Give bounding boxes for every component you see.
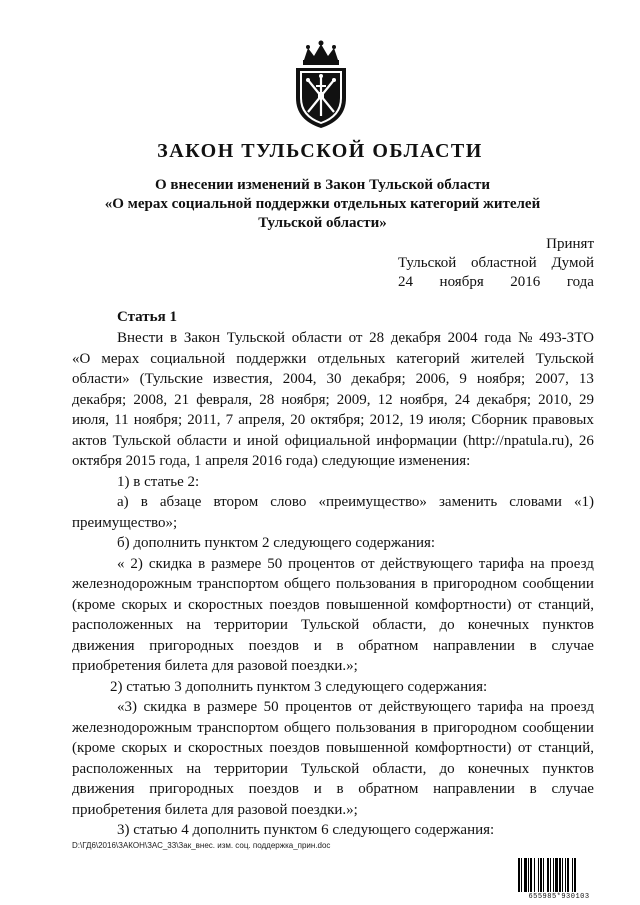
body-word: 2007, — [535, 371, 569, 387]
body-line — [72, 718, 594, 739]
body-line — [72, 554, 594, 575]
body-word: пользования — [335, 719, 416, 736]
body-word: движения — [72, 637, 135, 654]
body-word: территории — [214, 617, 288, 633]
body-line — [72, 615, 594, 636]
body-word: поездов — [269, 596, 320, 613]
body-line — [72, 636, 594, 657]
body-word: железнодорожным — [72, 576, 192, 592]
body-word: «О — [72, 350, 91, 367]
body-word: действующего — [380, 555, 473, 572]
body-line: приобретения билета для разовой поездки.»; — [72, 801, 358, 818]
body-word: железнодорожным — [72, 719, 192, 736]
body-line — [72, 759, 594, 780]
body-line — [72, 410, 594, 431]
body-word: и — [232, 432, 241, 449]
body-word: Сборник — [471, 412, 528, 428]
body-word: и — [173, 740, 182, 756]
barcode-bar — [528, 858, 529, 892]
barcode-bar — [543, 858, 544, 892]
body-word: общего — [284, 576, 331, 592]
body-word: словами — [509, 494, 562, 510]
body-word: 2) — [130, 555, 143, 572]
body-word: тарифа — [477, 699, 523, 715]
body-word: « — [117, 555, 125, 572]
body-line — [72, 697, 594, 718]
body-word: Тульской — [300, 617, 360, 633]
body-word: поддержки — [236, 350, 307, 367]
body-word: размере — [206, 699, 258, 715]
body-word: действующего — [378, 699, 472, 715]
adoption-word: областной — [471, 255, 537, 271]
body-word: года — [484, 330, 512, 346]
body-word: «преимущество» — [318, 494, 427, 510]
body-word: области, — [372, 617, 427, 633]
adoption-word: ноября — [439, 274, 484, 290]
body-word: и — [173, 596, 182, 613]
body-word: Тульской — [300, 760, 360, 777]
body-line — [72, 390, 594, 411]
barcode-icon — [518, 858, 600, 898]
barcode-bar — [572, 858, 573, 892]
body-word: категорий — [396, 350, 460, 367]
barcode-bar — [530, 858, 532, 892]
body-word: комфортности) — [415, 740, 512, 756]
body-word: актов — [72, 432, 107, 449]
body-word: расположенных — [72, 617, 174, 633]
body-word: скоростных — [188, 596, 263, 613]
body-word: февраля, — [196, 391, 253, 408]
law-title: ЗАКОН ТУЛЬСКОЙ ОБЛАСТИ — [157, 140, 483, 162]
body-word: декабря — [390, 330, 441, 346]
body-word: до — [439, 760, 455, 777]
barcode-bar — [555, 858, 558, 892]
body-word: повышенной — [326, 596, 409, 613]
adoption-word: 2016 — [510, 274, 541, 290]
body-word: от — [517, 596, 532, 613]
body-word: ноября; — [281, 391, 330, 408]
body-word: конечных — [467, 617, 530, 633]
body-word: 9 — [459, 371, 467, 387]
body-word: отдельных — [317, 350, 386, 367]
body-word: 2009, — [336, 391, 371, 408]
barcode-bar — [524, 858, 527, 892]
law-subtitle — [70, 176, 575, 233]
body-word: на — [529, 555, 545, 572]
body-word: 2004, — [282, 371, 317, 387]
body-word: Тульской — [112, 432, 171, 449]
body-word: (http://npatula.ru), — [463, 432, 573, 449]
body-word: случае — [551, 637, 594, 654]
body-line — [72, 492, 594, 513]
body-line — [72, 779, 594, 800]
body-line: 2) статью 3 дополнить пунктом 3 следующего содержания: — [110, 678, 488, 695]
body-word: поездов — [248, 637, 299, 654]
adoption-line: Принят — [546, 236, 594, 252]
body-word: № — [518, 330, 533, 346]
body-word: скидка — [148, 555, 193, 572]
body-word: процентов — [288, 555, 355, 572]
body-word: конечных — [467, 760, 530, 777]
body-word: скорых — [121, 740, 168, 756]
body-word: ноября, — [399, 391, 448, 408]
adoption-date — [398, 273, 594, 292]
body-word: Тульской — [226, 330, 286, 346]
body-word: от — [517, 740, 532, 756]
body-word: станций, — [538, 740, 594, 756]
body-word: 26 — [578, 432, 594, 449]
body-word: территории — [214, 760, 288, 777]
body-word: декабря; — [72, 391, 127, 408]
body-word: 11 — [114, 412, 129, 428]
body-word: пригородном — [433, 719, 518, 736]
body-line: приобретения билета для разовой поездки.»; — [72, 658, 358, 674]
subtitle-line: Тульской области» — [258, 215, 387, 231]
article-heading: Статья 1 — [117, 309, 177, 325]
body-word: (кроме — [72, 740, 116, 756]
barcode-bar — [547, 858, 549, 892]
barcode-bar — [559, 858, 561, 892]
body-word: в — [529, 781, 537, 797]
body-word: Внести — [117, 330, 164, 346]
body-word: поездов — [248, 781, 299, 797]
body-word: в — [170, 330, 178, 346]
body-word: «1) — [573, 494, 594, 510]
body-word: тарифа — [478, 555, 525, 572]
body-word: 28 — [259, 391, 275, 408]
body-word: Тульской — [535, 350, 594, 367]
body-word: 7 — [225, 412, 234, 428]
adoption-block — [398, 235, 594, 292]
body-word: станций, — [538, 596, 594, 613]
body-word: социальной — [150, 350, 226, 367]
body-word: и — [313, 781, 322, 797]
body-line: преимущество»; — [72, 514, 178, 531]
body-word: в — [336, 781, 344, 797]
body-word: области» — [72, 371, 130, 387]
body-word: 50 — [267, 555, 283, 572]
adoption-body — [398, 254, 594, 273]
body-word: от — [358, 699, 373, 715]
body-word: втором — [213, 494, 259, 510]
adoption-word: Тульской — [398, 255, 457, 271]
body-line: 3) статью 4 дополнить пунктом 6 следующего содержания: — [117, 822, 495, 838]
body-word: на — [186, 617, 202, 633]
body-word: случае — [551, 781, 594, 797]
body-word: 2008, — [133, 391, 168, 408]
body-word: пользования — [335, 576, 416, 592]
body-word: 2004 — [447, 330, 478, 346]
body-word: 493-ЗТО — [539, 330, 594, 346]
body-line: б) дополнить пунктом 2 следующего содержания: — [117, 535, 436, 551]
barcode-bar — [518, 858, 520, 892]
body-word: пригородном — [433, 576, 518, 592]
barcode-bar — [567, 858, 569, 892]
barcode-bar — [521, 858, 522, 892]
tula-coat-of-arms-icon — [290, 40, 352, 130]
body-word: на — [186, 760, 202, 777]
body-line — [72, 738, 594, 759]
body-line — [72, 328, 594, 349]
body-word: официальной — [284, 432, 371, 449]
body-line — [72, 349, 594, 370]
body-word: 13 — [578, 371, 594, 387]
body-word: 19 — [408, 412, 424, 428]
barcode-bar — [550, 858, 551, 892]
body-word: на — [529, 699, 545, 715]
body-line: 1) в статье 2: — [117, 473, 200, 490]
body-word: поездов — [269, 740, 320, 756]
body-word: апреля, — [238, 412, 286, 428]
body-word: пригородных — [149, 637, 234, 654]
body-word: абзаце — [159, 494, 202, 510]
body-word: ноября; — [133, 412, 183, 428]
barcode-bar — [538, 858, 539, 892]
barcode-bar — [574, 858, 576, 892]
body-word: 21 — [174, 391, 190, 408]
body-word: 50 — [263, 699, 279, 715]
body-word: области — [291, 330, 342, 346]
body-word: в — [420, 576, 428, 592]
body-word: иной — [246, 432, 279, 449]
body-line — [72, 574, 594, 595]
body-word: жителей — [470, 350, 525, 367]
body-word: до — [439, 617, 455, 633]
body-word: сообщении — [522, 576, 594, 592]
body-word: в — [529, 637, 537, 654]
body-word: области — [176, 432, 228, 449]
barcode-bar — [553, 858, 554, 892]
body-word: и — [313, 637, 322, 654]
body-word: 20 — [290, 412, 306, 428]
body-word: скорых — [121, 596, 168, 613]
body-word: обратном — [358, 637, 419, 654]
body-word: в — [420, 719, 428, 736]
body-word: в — [140, 494, 148, 510]
body-word: в — [193, 699, 201, 715]
body-word: от — [360, 555, 375, 572]
body-word: пригородных — [149, 781, 234, 797]
body-word: проезд — [550, 555, 594, 572]
body-word: области, — [372, 760, 427, 777]
body-word: 28 — [369, 330, 385, 346]
body-word: движения — [72, 781, 135, 797]
body-word: проезд — [550, 699, 594, 715]
body-word: декабря; — [351, 371, 406, 387]
body-word: «3) — [117, 699, 137, 715]
body-word: 2011, — [187, 412, 221, 428]
body-word: расположенных — [72, 760, 174, 777]
body-word: 30 — [326, 371, 342, 387]
body-word: скидка — [143, 699, 187, 715]
body-word: от — [348, 330, 363, 346]
body-word: пунктов — [542, 617, 594, 633]
body-word: (Тульские — [139, 371, 203, 387]
body-word: размере — [211, 555, 262, 572]
body-word: направлении — [433, 781, 515, 797]
body-word: июля; — [428, 412, 467, 428]
body-word: (кроме — [72, 596, 116, 613]
body-word: 2012, — [369, 412, 404, 428]
adoption-word: Думой — [551, 255, 594, 271]
body-word: общего — [284, 719, 331, 736]
body-word: Закон — [183, 330, 221, 346]
file-path: D:\ГД6\2016\ЗАКОН\ЗАС_33\Зак_внес. изм. соц. поддержка_прин.doc — [72, 841, 331, 850]
barcode-bar — [534, 858, 535, 892]
body-word: направлении — [433, 637, 515, 654]
body-word: транспортом — [197, 719, 279, 736]
body-line — [72, 595, 594, 616]
body-line — [72, 431, 594, 452]
body-word: 2006, — [415, 371, 450, 387]
body-word: 12 — [377, 391, 393, 408]
body-word: мерах — [101, 350, 140, 367]
subtitle-line: «О мерах социальной поддержки отдельных категорий жителей — [104, 196, 541, 212]
body-word: октября; — [310, 412, 365, 428]
body-word: 2010, — [538, 391, 572, 408]
adoption-word: 24 — [398, 274, 413, 290]
body-word: в — [336, 637, 344, 654]
barcode-bar — [540, 858, 542, 892]
body-word: декабря; — [476, 391, 532, 408]
body-word: в — [198, 555, 206, 572]
body-word: повышенной — [326, 740, 409, 756]
body-word: комфортности) — [415, 596, 512, 613]
body-word: обратном — [358, 781, 419, 797]
body-word: известия, — [212, 371, 273, 387]
body-line: октября 2015 года, 1 апреля 2016 года) следующие изменения: — [72, 453, 471, 469]
adoption-word: года — [566, 274, 594, 290]
barcode-number: 655985*930103 — [528, 893, 590, 901]
article-body — [72, 328, 594, 841]
body-word: июля, — [72, 412, 109, 428]
body-word: скоростных — [188, 740, 263, 756]
body-word: слово — [270, 494, 307, 510]
barcode-bar — [565, 858, 566, 892]
body-word: информации — [376, 432, 458, 449]
body-word: а) — [117, 494, 129, 510]
body-word: процентов — [285, 699, 352, 715]
body-word: заменить — [438, 494, 498, 510]
body-word: сообщении — [522, 719, 594, 736]
body-line — [72, 369, 594, 390]
body-word: 29 — [578, 391, 594, 408]
body-word: 24 — [454, 391, 470, 408]
body-word: правовых — [532, 412, 594, 428]
subtitle-line: О внесении изменений в Закон Тульской области — [154, 177, 491, 193]
body-word: пунктов — [542, 760, 594, 777]
body-word: ноября; — [476, 371, 526, 387]
barcode-bar — [562, 858, 563, 892]
body-word: транспортом — [197, 576, 279, 592]
